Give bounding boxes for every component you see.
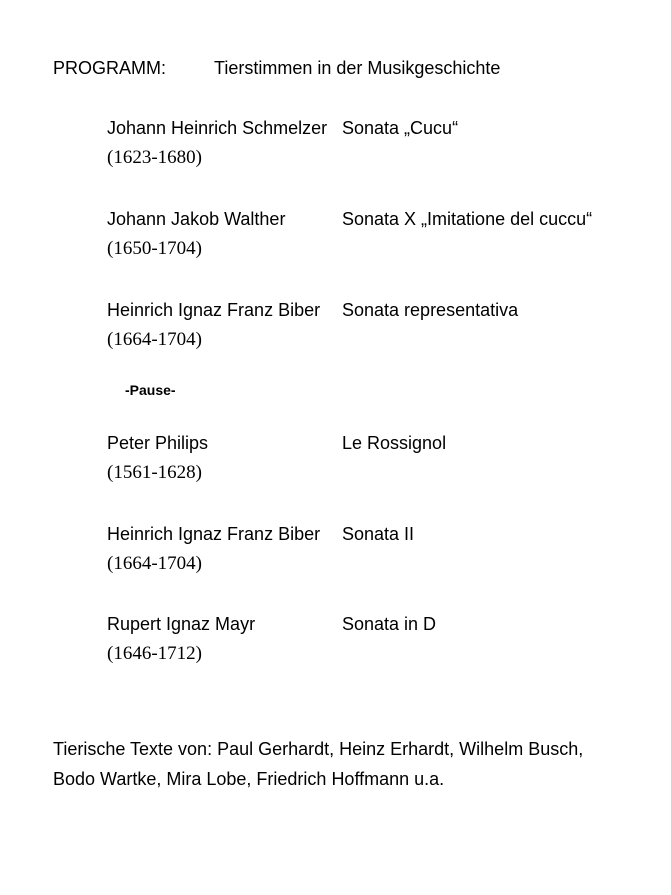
composer-years: (1561-1628) bbox=[107, 462, 202, 483]
composer-name: Heinrich Ignaz Franz Biber bbox=[107, 524, 321, 544]
work-title: Sonata II bbox=[342, 524, 415, 544]
program-entry bbox=[107, 118, 627, 180]
work-title: Sonata „Cucu“ bbox=[342, 118, 459, 138]
program-entry bbox=[107, 433, 627, 495]
composer-years: (1623-1680) bbox=[107, 147, 202, 168]
intermission-label: -Pause- bbox=[125, 382, 176, 398]
composer-years: (1664-1704) bbox=[107, 329, 202, 350]
texts-credit-line-1: Tierische Texte von: Paul Gerhardt, Heinz Erhardt, Wilhelm Busch, bbox=[53, 739, 584, 759]
program-entry bbox=[107, 209, 627, 271]
work-title: Sonata in D bbox=[342, 614, 437, 634]
composer-name: Heinrich Ignaz Franz Biber bbox=[107, 300, 321, 320]
composer-name: Peter Philips bbox=[107, 433, 209, 453]
composer-years: (1664-1704) bbox=[107, 553, 202, 574]
texts-credit bbox=[53, 734, 583, 794]
composer-years: (1650-1704) bbox=[107, 238, 202, 259]
program-label: PROGRAMM: bbox=[53, 58, 167, 78]
composer-name: Rupert Ignaz Mayr bbox=[107, 614, 256, 634]
work-title: Le Rossignol bbox=[342, 433, 447, 453]
composer-name: Johann Jakob Walther bbox=[107, 209, 286, 229]
work-title: Sonata X „Imitatione del cuccu“ bbox=[342, 209, 593, 229]
composer-years: (1646-1712) bbox=[107, 643, 202, 664]
program-entry bbox=[107, 614, 627, 676]
program-entry bbox=[107, 300, 627, 362]
work-title: Sonata representativa bbox=[342, 300, 519, 320]
program-title: Tierstimmen in der Musikgeschichte bbox=[214, 58, 501, 78]
program-entry bbox=[107, 524, 627, 586]
composer-name: Johann Heinrich Schmelzer bbox=[107, 118, 328, 138]
texts-credit-line-2: Bodo Wartke, Mira Lobe, Friedrich Hoffmann u.a. bbox=[53, 769, 445, 789]
